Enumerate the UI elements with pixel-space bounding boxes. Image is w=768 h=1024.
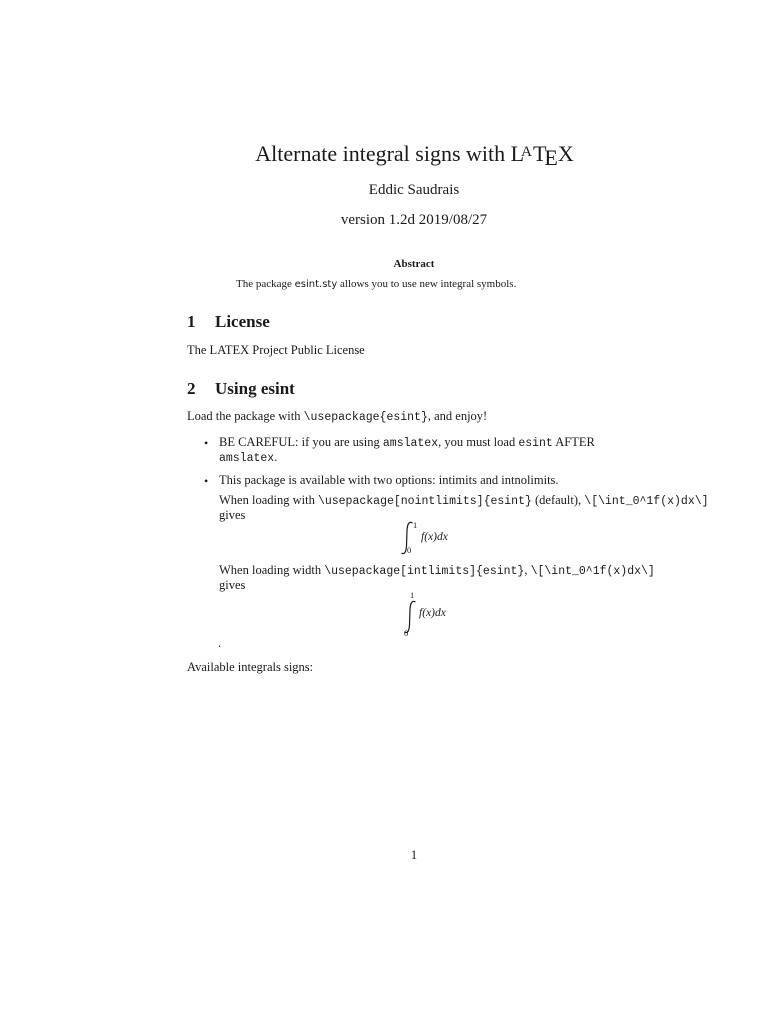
upper-limit: 1	[413, 520, 418, 530]
bullet-options: This package is available with two options: intimits and intnolimits.	[219, 473, 559, 487]
bullet-careful-line2: amslatex.	[219, 450, 278, 465]
page-title	[0, 141, 768, 170]
bullet-icon: •	[204, 474, 209, 488]
author: Eddic Saudrais	[368, 182, 460, 198]
limits-gives: gives	[219, 578, 246, 592]
abstract-heading: Abstract	[393, 258, 435, 270]
integral-nolimits	[400, 521, 480, 557]
integral-limits	[403, 590, 483, 642]
nolimits-gives: gives	[219, 508, 246, 522]
section-heading-license: 1 License	[187, 312, 270, 331]
intro-text: Load the package with \usepackage{esint}, and enjoy!	[187, 409, 488, 424]
abstract-text: The package esint.sty allows you to use new integral symbols.	[236, 278, 517, 290]
available-integrals-text: Available integrals signs:	[187, 660, 314, 674]
lower-limit: 0	[404, 628, 409, 638]
section-heading-using-esint: 2 Using esint	[187, 379, 295, 398]
bullet-icon: •	[204, 436, 209, 450]
title-text: Alternate integral signs with	[255, 141, 506, 166]
page-number: 1	[410, 848, 418, 862]
latex-logo: $L^ATEX$	[510, 141, 573, 170]
bullet-careful-line1: BE CAREFUL: if you are using amslatex, you must load esint AFTER	[219, 435, 595, 450]
limits-line: When loading width \usepackage[intlimits]{esint}, \[\int_0^1f(x)dx\]	[219, 563, 655, 578]
integrand: f(x)dx	[421, 531, 448, 543]
period: .	[218, 636, 222, 650]
package-name: esint.sty	[294, 279, 338, 290]
upper-limit: 1	[410, 590, 415, 600]
lower-limit: 0	[407, 545, 412, 555]
nolimits-line: When loading with \usepackage[nointlimits]{esint} (default), \[\int_0^1f(x)dx\]	[219, 493, 709, 508]
integrand: f(x)dx	[419, 607, 446, 619]
version-line: version 1.2d 2019/08/27	[340, 212, 488, 228]
license-text: The LATEX Project Public License	[187, 343, 365, 357]
